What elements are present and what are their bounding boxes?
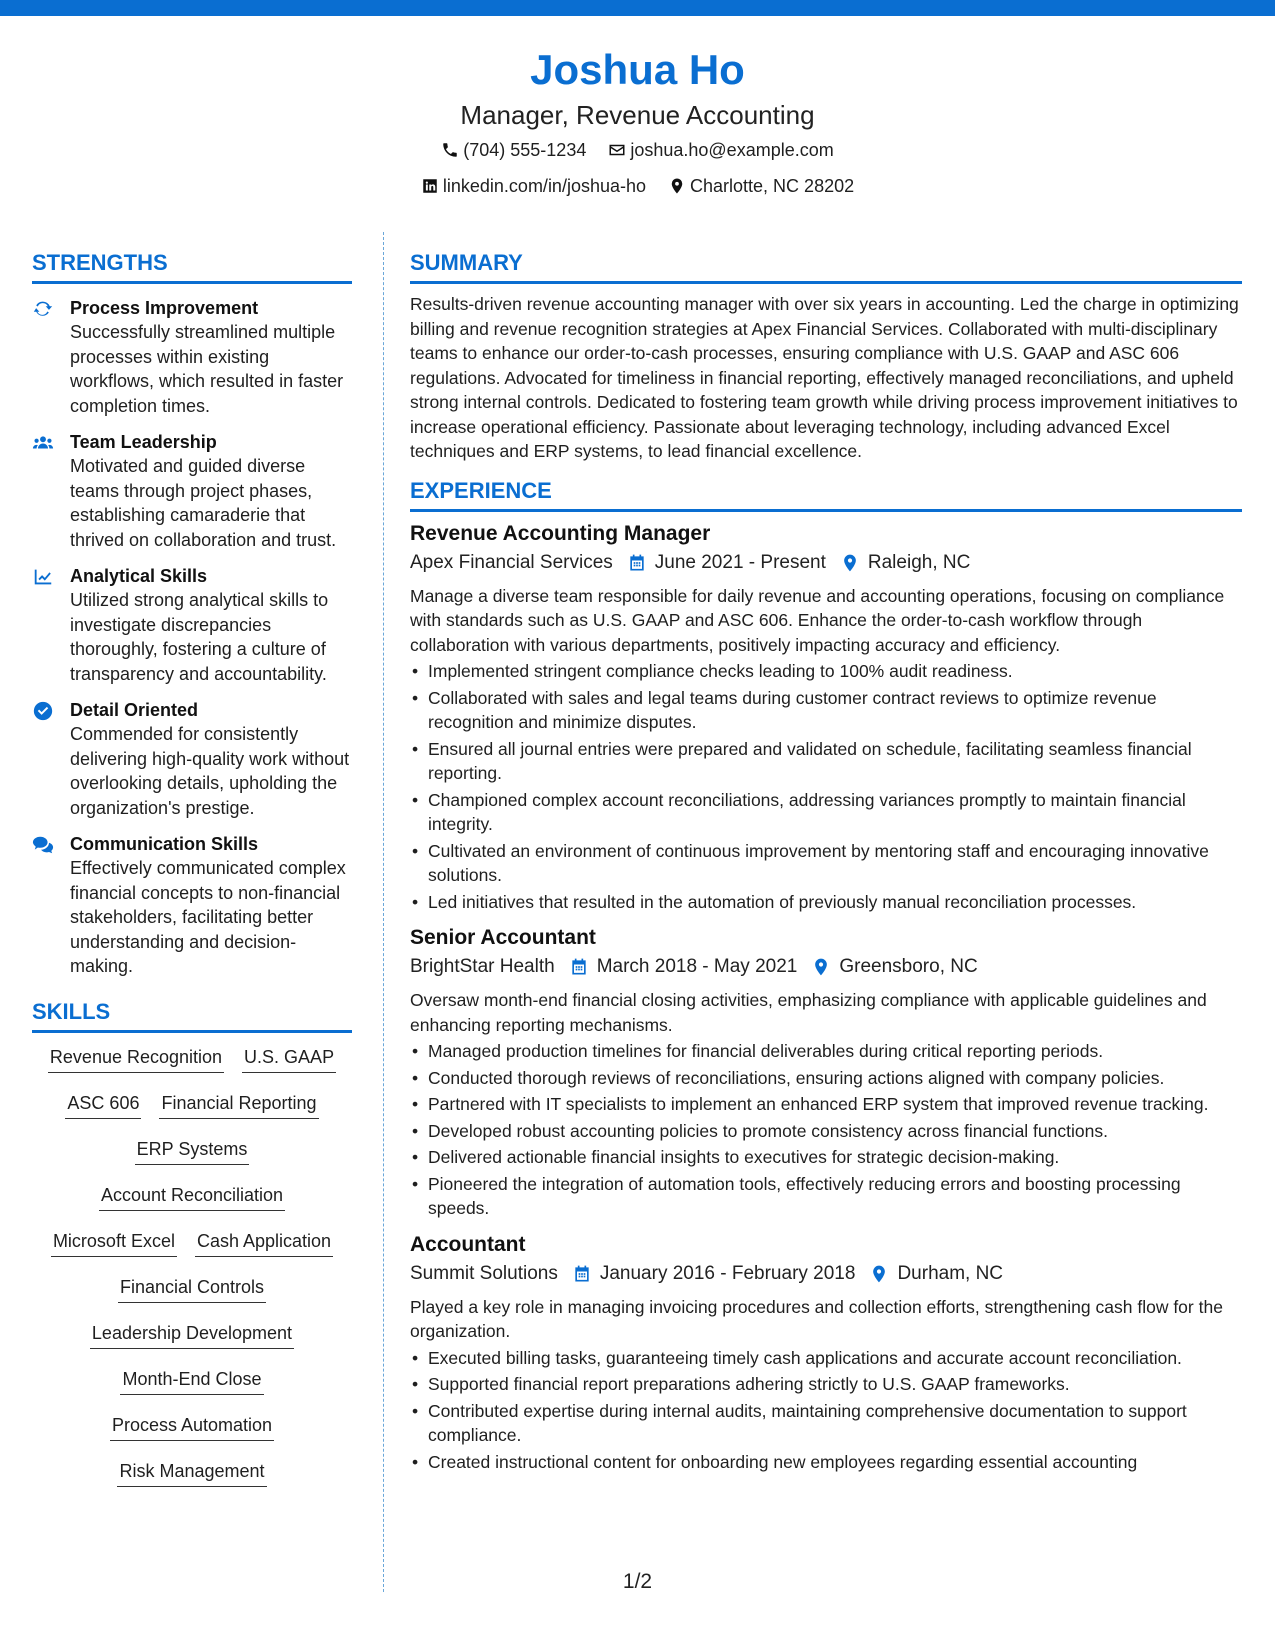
page-number: 1/2: [622, 1570, 653, 1593]
strength-item: [32, 296, 352, 418]
bullet-item: • Developed robust accounting policies to promote consistency across financial functions.: [410, 1119, 1242, 1144]
phone-icon: [441, 141, 459, 159]
job-meta: [410, 952, 1242, 982]
job-role: Accountant: [410, 1232, 526, 1256]
linkedin-text: linkedin.com/in/joshua-ho: [442, 176, 647, 196]
job-description: Oversaw month-end financial closing activities, emphasizing compliance with applicable guidelines and enhancing reporting mechanisms.: [410, 990, 1207, 1035]
refresh-icon: [32, 298, 54, 320]
job-company: Summit Solutions: [410, 1262, 558, 1284]
bullet-item: • Created instructional content for onboarding new employees regarding essential accounting: [410, 1450, 1242, 1475]
skill-tag: ERP Systems: [135, 1137, 250, 1165]
right-column: [410, 248, 1242, 1474]
strength-title: Analytical Skills: [70, 566, 208, 586]
job-company: Apex Financial Services: [410, 551, 613, 573]
contact-linkedin[interactable]: [421, 170, 646, 202]
job-bullets: [410, 1346, 1242, 1475]
strength-title: Communication Skills: [70, 834, 259, 854]
contact-row-1: [0, 134, 1275, 166]
strength-item: [32, 832, 352, 979]
envelope-icon: [608, 141, 626, 159]
strength-item: [32, 430, 352, 552]
strength-item: [32, 564, 352, 686]
contact-location: [668, 170, 854, 202]
summary-text: Results-driven revenue accounting manager with over six years in accounting. Led the charge in optimizing billing and revenue recognition strategies at Apex Financial Services. Collaborated with multi-disciplinary teams to enhance our order-to-cash processes, ensuring compliance with U.S. GAAP and ASC 606 regulations. Advocated for timeliness in financial reporting, effectively managed reconciliations, and upheld strong internal controls. Dedicated to fostering team growth while driving process improvement initiatives to increase operational efficiency. Passionate about leveraging technology, including advanced Excel techniques and ERP systems, to lead financial excellence.: [410, 294, 1239, 461]
bullet-item: • Supported financial report preparations adhering strictly to U.S. GAAP frameworks.: [410, 1372, 1242, 1397]
job-dates: June 2021 - Present: [654, 551, 826, 573]
skill-tag: Financial Reporting: [159, 1091, 318, 1119]
map-marker-icon: [840, 553, 860, 573]
comments-icon: [32, 834, 54, 856]
skill-tag: Microsoft Excel: [51, 1229, 177, 1257]
contact-email[interactable]: [608, 134, 833, 166]
job-dates: March 2018 - May 2021: [596, 956, 798, 977]
contact-row-2: [0, 170, 1275, 202]
skill-tag: U.S. GAAP: [242, 1045, 336, 1073]
skill-tag: Revenue Recognition: [48, 1045, 224, 1073]
strength-desc: Utilized strong analytical skills to investigate discrepancies thoroughly, fostering a culture of transparency and accountability.: [70, 590, 329, 684]
map-marker-icon: [811, 957, 831, 977]
skill-tag: Leadership Development: [90, 1321, 294, 1349]
job-entry: [410, 924, 1242, 1221]
job-location: Durham, NC: [897, 1262, 1004, 1284]
candidate-name: Joshua Ho: [530, 46, 745, 93]
job-bullets: [410, 1039, 1242, 1221]
job-bullets: [410, 659, 1242, 914]
bullet-item: • Partnered with IT specialists to implement an enhanced ERP system that improved revenue tracking.: [410, 1092, 1242, 1117]
skill-tag: Cash Application: [195, 1229, 333, 1257]
bullet-item: • Implemented stringent compliance checks leading to 100% audit readiness.: [410, 659, 1242, 684]
skill-tag: Month-End Close: [120, 1367, 263, 1395]
linkedin-icon: [421, 177, 439, 195]
strength-title: Detail Oriented: [70, 700, 199, 720]
skills-list: [32, 1045, 352, 1487]
bullet-item: • Managed production timelines for financial deliverables during critical reporting periods.: [410, 1039, 1242, 1064]
bullet-item: • Executed billing tasks, guaranteeing timely cash applications and accurate account reconciliation.: [410, 1346, 1242, 1371]
bullet-item: • Contributed expertise during internal audits, maintaining comprehensive documentation to support compliance.: [410, 1399, 1242, 1448]
users-icon: [32, 432, 54, 454]
strength-title: Team Leadership: [70, 432, 217, 452]
skill-tag: Risk Management: [117, 1459, 266, 1487]
bullet-item: • Led initiatives that resulted in the automation of previously manual reconciliation processes.: [410, 890, 1242, 915]
candidate-title: Manager, Revenue Accounting: [460, 100, 815, 130]
job-entry: [410, 1231, 1242, 1475]
job-location: Greensboro, NC: [839, 956, 978, 977]
skills-heading: SKILLS: [32, 997, 352, 1033]
job-description: Played a key role in managing invoicing procedures and collection efforts, strengthening cash flow for the organization.: [410, 1296, 1223, 1341]
location-text: Charlotte, NC 28202: [690, 176, 855, 196]
summary-heading: SUMMARY: [410, 248, 1242, 284]
bullet-item: • Pioneered the integration of automation tools, effectively reducing errors and boosting processing speeds.: [410, 1172, 1242, 1221]
job-role: Senior Accountant: [410, 926, 596, 949]
phone-text: (704) 555-1234: [463, 140, 587, 160]
skill-tag: Financial Controls: [118, 1275, 266, 1303]
skill-tag: ASC 606: [65, 1091, 141, 1119]
job-entry: [410, 520, 1242, 915]
strength-desc: Effectively communicated complex financial concepts to non-financial stakeholders, facilitating better understanding and decision-making.: [70, 858, 346, 976]
job-company: BrightStar Health: [410, 956, 555, 977]
column-divider: [383, 232, 384, 1592]
job-meta: [410, 1259, 1242, 1289]
job-meta: [410, 548, 1242, 578]
contact-phone[interactable]: [441, 134, 586, 166]
strength-desc: Commended for consistently delivering high-quality work without overlooking details, upholding the organization's prestige.: [70, 724, 350, 818]
experience-heading: EXPERIENCE: [410, 476, 1242, 512]
strength-item: [32, 698, 352, 820]
map-marker-icon: [869, 1264, 889, 1284]
strengths-heading: STRENGTHS: [32, 248, 352, 284]
skill-tag: Process Automation: [110, 1413, 274, 1441]
chart-line-icon: [32, 566, 54, 588]
top-accent-bar: [0, 0, 1275, 16]
job-location: Raleigh, NC: [867, 551, 971, 573]
map-marker-icon: [668, 177, 686, 195]
job-dates: January 2016 - February 2018: [599, 1262, 856, 1284]
email-text: joshua.ho@example.com: [630, 140, 834, 160]
job-role: Revenue Accounting Manager: [410, 521, 711, 545]
resume-header: [0, 40, 1275, 202]
bullet-item: • Conducted thorough reviews of reconciliations, ensuring actions aligned with company policies.: [410, 1066, 1242, 1091]
strength-desc: Successfully streamlined multiple processes within existing workflows, which resulted in faster completion times.: [70, 322, 344, 416]
calendar-icon: [572, 1264, 592, 1284]
check-circle-icon: [32, 700, 54, 722]
calendar-icon: [569, 957, 589, 977]
bullet-item: • Collaborated with sales and legal teams during customer contract reviews to optimize revenue recognition and minimize disputes.: [410, 686, 1242, 735]
bullet-item: • Championed complex account reconciliations, addressing variances promptly to maintain financial integrity.: [410, 788, 1242, 837]
strength-desc: Motivated and guided diverse teams through project phases, establishing camaraderie that thrived on collaboration and trust.: [70, 456, 337, 550]
calendar-icon: [627, 553, 647, 573]
left-column: [32, 248, 352, 1487]
bullet-item: • Ensured all journal entries were prepared and validated on schedule, facilitating seamless financial reporting.: [410, 737, 1242, 786]
job-description: Manage a diverse team responsible for daily revenue and accounting operations, focusing on compliance with standards such as U.S. GAAP and ASC 606. Enhance the order-to-cash workflow through collaboration with various departments, positively impacting accuracy and efficiency.: [410, 585, 1225, 655]
bullet-item: • Cultivated an environment of continuous improvement by mentoring staff and encouraging innovative solutions.: [410, 839, 1242, 888]
strength-title: Process Improvement: [70, 298, 259, 318]
skill-tag: Account Reconciliation: [99, 1183, 285, 1211]
bullet-item: • Delivered actionable financial insights to executives for strategic decision-making.: [410, 1145, 1242, 1170]
